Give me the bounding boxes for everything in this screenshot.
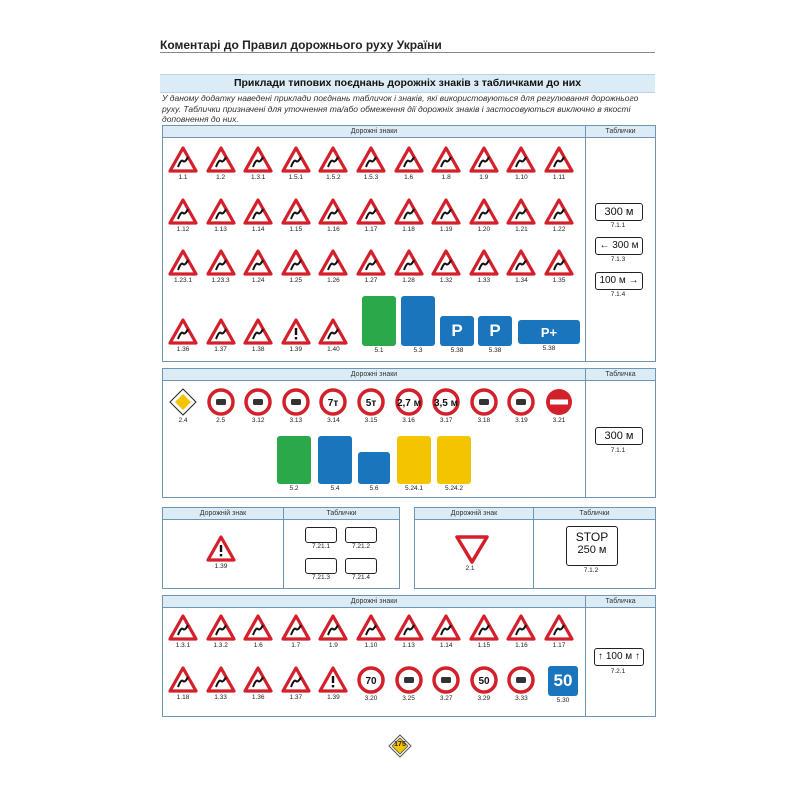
prohibitory-sign <box>318 388 348 424</box>
svg-text:7т: 7т <box>328 398 339 409</box>
warning-sign <box>506 614 536 649</box>
warning-sign <box>431 146 461 181</box>
plate-vehicle-type <box>345 527 377 543</box>
plate-vehicle-type <box>305 527 337 543</box>
sign-code-label: 1.17 <box>552 642 566 649</box>
warning-sign <box>168 146 198 181</box>
sign-code-label: 1.34 <box>515 277 528 284</box>
warning-sign <box>544 146 574 181</box>
speed-zone-sign <box>548 666 578 704</box>
svg-text:50: 50 <box>478 676 490 687</box>
column-divider <box>283 508 284 588</box>
warning-triangle-icon <box>356 614 386 641</box>
dead-end-sign-plate <box>358 452 390 484</box>
sign-code-label: 5.6 <box>369 485 379 492</box>
warning-sign <box>168 666 198 701</box>
prohibition-circle-icon <box>282 388 310 416</box>
sign-code-label: 1.7 <box>291 642 301 649</box>
warning-triangle-icon <box>394 146 424 173</box>
warning-triangle-icon <box>506 614 536 641</box>
warning-sign <box>281 146 311 181</box>
warning-triangle-icon <box>469 198 499 225</box>
sign-code-label: 3.33 <box>515 695 528 702</box>
warning-sign <box>544 249 574 284</box>
prohibitory-sign <box>356 388 386 424</box>
sign-code-label: 5.30 <box>556 697 570 704</box>
sign-code-label: 1.28 <box>402 277 415 284</box>
warning-triangle-icon <box>281 198 311 225</box>
column-divider <box>585 126 586 361</box>
warning-triangle-icon <box>431 249 461 276</box>
intro-text: У даному додатку наведені приклади поєднань табличок і знаків, які використовуються для регулювання дорожнього руху. Таблички призначені для уточнення та/або обмеження дії дорожніх знаків і застосовуються виключно в якості доповнення до них. <box>162 93 639 124</box>
warning-sign <box>281 666 311 701</box>
prohibitory-sign <box>206 388 236 424</box>
warning-triangle-icon <box>281 666 311 693</box>
warning-triangle-icon <box>206 146 236 173</box>
dead-end-sign <box>358 452 390 492</box>
sign-code-label: 1.24 <box>251 277 265 284</box>
speed-zone-sign-plate: 50 <box>548 666 578 696</box>
running-header: Коментарі до Правил дорожнього руху України <box>160 38 442 52</box>
page-number: 175 <box>394 741 406 748</box>
col-header-sign: Дорожній знак <box>415 508 533 520</box>
prohibition-circle-icon <box>395 388 423 416</box>
lane-change-sign-plate <box>437 436 471 484</box>
warning-sign <box>356 249 386 284</box>
prohibition-circle-icon <box>507 666 535 694</box>
warning-sign <box>318 198 348 233</box>
column-divider <box>585 596 586 716</box>
end-road-for-cars-sign-plate <box>318 436 352 484</box>
sign-code-label: 1.38 <box>251 346 265 353</box>
warning-triangle-icon <box>243 666 273 693</box>
plate-100m-right: 100 м → <box>595 272 643 290</box>
priority-road-sign <box>168 388 198 424</box>
no-entry-icon <box>545 388 573 416</box>
warning-sign <box>281 198 311 233</box>
warning-sign <box>318 318 348 353</box>
warning-sign <box>506 146 536 181</box>
prohibitory-sign <box>506 388 536 424</box>
sign-code-label: 1.39 <box>214 563 228 570</box>
warning-triangle-icon <box>206 666 236 693</box>
warning-sign <box>243 318 273 353</box>
sign-code-label: 3.21 <box>552 417 566 424</box>
plate-up-100m: ↑ 100 м ↑ <box>594 648 644 666</box>
motorway-sign-plate <box>362 296 396 346</box>
yield-sign <box>455 534 485 572</box>
sign-code-label: 1.35 <box>552 277 566 284</box>
header-rule <box>160 52 655 53</box>
plate-label: 7.1.4 <box>610 291 626 298</box>
sign-code-label: 1.16 <box>515 642 528 649</box>
sign-code-label: 5.2 <box>289 485 299 492</box>
warning-sign <box>318 146 348 181</box>
road-for-cars-sign <box>401 296 435 354</box>
sign-code-label: 1.11 <box>552 174 566 181</box>
warning-triangle-icon <box>469 249 499 276</box>
warning-triangle-icon <box>168 666 198 693</box>
prohibition-circle-icon <box>432 388 460 416</box>
motorway-sign <box>362 296 396 354</box>
warning-sign <box>356 198 386 233</box>
col-header-plates: Таблички <box>534 508 655 520</box>
warning-sign <box>206 666 236 701</box>
plate-300m: 300 м <box>595 427 643 445</box>
sign-code-label: 2.5 <box>216 417 226 424</box>
prohibition-circle-icon <box>244 388 272 416</box>
sign-code-label: 1.3.2 <box>213 642 228 649</box>
warning-triangle-icon <box>281 614 311 641</box>
sign-code-label: 1.26 <box>327 277 340 284</box>
warning-sign <box>281 249 311 284</box>
warning-sign <box>469 198 499 233</box>
warning-sign <box>469 614 499 649</box>
plate-vehicle-type <box>305 558 337 574</box>
sign-code-label: 1.15 <box>289 226 303 233</box>
column-divider <box>585 369 586 497</box>
sign-code-label: 1.16 <box>327 226 340 233</box>
prohibitory-sign <box>356 666 386 702</box>
warning-sign <box>469 249 499 284</box>
warning-sign <box>506 198 536 233</box>
warning-sign <box>168 198 198 233</box>
sign-code-label: 3.18 <box>477 417 491 424</box>
sign-code-label: 3.25 <box>402 695 415 702</box>
prohibitory-sign <box>281 388 311 424</box>
sign-code-label: 1.6 <box>253 642 263 649</box>
col-header-plates: Таблички <box>586 126 655 138</box>
sign-code-label: 1.10 <box>515 174 528 181</box>
warning-triangle-icon <box>469 146 499 173</box>
svg-text:70: 70 <box>365 676 377 687</box>
warning-sign <box>206 614 236 649</box>
warning-sign <box>168 318 198 353</box>
sign-code-label: 1.40 <box>327 346 340 353</box>
plate-label: 7.1.1 <box>610 447 626 454</box>
warning-sign <box>243 614 273 649</box>
sign-code-label: 1.13 <box>214 226 227 233</box>
warning-triangle-icon <box>469 614 499 641</box>
sign-code-label: 1.25 <box>289 277 303 284</box>
warning-triangle-icon <box>206 198 236 225</box>
plate-vehicle-type <box>345 558 377 574</box>
sign-code-label: 5.4 <box>330 485 340 492</box>
plate-label: 7.21.3 <box>311 574 331 581</box>
warning-sign <box>394 249 424 284</box>
prohibition-circle-icon <box>319 388 347 416</box>
svg-text:2,7 м: 2,7 м <box>396 398 421 409</box>
prohibition-circle-icon <box>470 666 498 694</box>
column-divider <box>533 508 534 588</box>
sign-code-label: 1.33 <box>477 277 491 284</box>
warning-sign <box>206 249 236 284</box>
plate-label: 7.21.2 <box>351 543 371 550</box>
speed-limit-sign <box>469 666 499 702</box>
end-road-for-cars-sign <box>318 436 352 492</box>
yield-triangle-icon <box>455 534 489 564</box>
sign-code-label: 1.32 <box>439 277 453 284</box>
road-for-cars-sign-plate <box>401 296 435 346</box>
sign-code-label: 3.14 <box>327 417 340 424</box>
prohibitory-sign <box>506 666 536 702</box>
warning-sign <box>394 614 424 649</box>
warning-triangle-icon <box>281 146 311 173</box>
warning-triangle-icon <box>431 146 461 173</box>
warning-triangle-icon <box>506 198 536 225</box>
warning-triangle-icon <box>318 198 348 225</box>
warning-sign <box>394 146 424 181</box>
sign-code-label: 5.38 <box>450 347 464 354</box>
plate-distance-text: 250 м <box>577 544 607 556</box>
prohibition-circle-icon <box>207 388 235 416</box>
sign-code-label: 1.23.1 <box>173 277 193 284</box>
warning-sign <box>318 614 348 649</box>
col-header-signs: Дорожні знаки <box>163 126 585 138</box>
plate-300m: 300 м <box>595 203 643 221</box>
sign-code-label: 1.21 <box>515 226 528 233</box>
exclamation-triangle-icon <box>281 318 311 345</box>
col-header-sign: Дорожній знак <box>163 508 283 520</box>
warning-sign <box>243 146 273 181</box>
warning-triangle-icon <box>544 614 574 641</box>
sign-code-label: 1.15 <box>477 642 491 649</box>
warning-sign <box>206 318 236 353</box>
sign-code-label: 1.12 <box>176 226 190 233</box>
warning-triangle-icon <box>168 614 198 641</box>
warning-triangle-icon <box>318 249 348 276</box>
warning-sign <box>206 146 236 181</box>
sign-code-label: 1.10 <box>364 642 378 649</box>
warning-sign <box>356 614 386 649</box>
prohibition-circle-icon <box>432 666 460 694</box>
sign-code-label: 1.3.1 <box>250 174 266 181</box>
exclamation-triangle-icon <box>318 666 348 693</box>
sign-code-label: 1.17 <box>364 226 378 233</box>
sign-code-label: 3.13 <box>289 417 303 424</box>
plate-label: 7.21.4 <box>351 574 371 581</box>
warning-triangle-icon <box>243 318 273 345</box>
warning-triangle-icon <box>356 146 386 173</box>
sign-code-label: 1.37 <box>214 346 227 353</box>
priority-road-icon <box>169 388 197 416</box>
warning-triangle-icon <box>206 614 236 641</box>
warning-sign <box>506 249 536 284</box>
sign-code-label: 1.14 <box>439 642 453 649</box>
warning-sign <box>544 198 574 233</box>
sign-code-label: 1.20 <box>477 226 491 233</box>
no-entry-sign <box>544 388 574 424</box>
sign-code-label: 1.18 <box>176 694 190 701</box>
warning-triangle-icon <box>206 249 236 276</box>
warning-sign <box>281 614 311 649</box>
warning-triangle-icon <box>544 146 574 173</box>
page-number-badge <box>388 734 412 763</box>
warning-triangle-icon <box>168 198 198 225</box>
end-motorway-sign-plate <box>277 436 311 484</box>
park-and-ride-sign <box>518 320 580 352</box>
warning-sign <box>318 666 348 701</box>
sign-code-label: 1.23.3 <box>211 277 230 284</box>
warning-triangle-icon <box>318 146 348 173</box>
prohibitory-sign <box>394 388 424 424</box>
warning-triangle-icon <box>431 198 461 225</box>
prohibition-circle-icon <box>395 666 423 694</box>
plate-label: 7.1.3 <box>610 256 626 263</box>
warning-sign <box>243 198 273 233</box>
lane-change-sign <box>437 436 471 492</box>
sign-code-label: 1.9 <box>328 642 338 649</box>
warning-triangle-icon <box>243 249 273 276</box>
exclamation-triangle-icon <box>206 535 236 562</box>
warning-triangle-icon <box>506 146 536 173</box>
park-and-ride-sign-plate: P+ <box>518 320 580 344</box>
warning-triangle-icon <box>318 614 348 641</box>
warning-triangle-icon <box>318 318 348 345</box>
sign-code-label: 1.39 <box>289 346 303 353</box>
sign-code-label: 5.24.1 <box>404 485 424 492</box>
prohibitory-sign <box>394 666 424 702</box>
parking-sign <box>478 316 512 354</box>
warning-sign <box>206 535 236 570</box>
sign-code-label: 1.9 <box>479 174 489 181</box>
sign-code-label: 1.37 <box>289 694 303 701</box>
warning-triangle-icon <box>243 146 273 173</box>
sign-code-label: 5.24.2 <box>444 485 464 492</box>
prohibitory-sign <box>431 666 461 702</box>
sign-code-label: 5.38 <box>542 345 556 352</box>
warning-sign <box>168 614 198 649</box>
sign-code-label: 1.13 <box>402 642 415 649</box>
sign-code-label: 3.27 <box>439 695 453 702</box>
prohibition-circle-icon <box>507 388 535 416</box>
warning-triangle-icon <box>394 198 424 225</box>
sign-code-label: 1.36 <box>251 694 265 701</box>
sign-code-label: 5.1 <box>374 347 384 354</box>
plate-left-300m: ← 300 м <box>595 237 643 255</box>
sign-code-label: 1.5.3 <box>363 174 379 181</box>
sign-code-label: 2.1 <box>465 565 475 572</box>
section-title: Приклади типових поєднань дорожніх знаків з табличками до них <box>160 74 655 93</box>
warning-sign <box>318 249 348 284</box>
warning-triangle-icon <box>243 198 273 225</box>
sign-code-label: 1.5.2 <box>326 174 341 181</box>
sign-code-label: 3.20 <box>364 695 378 702</box>
sign-code-label: 1.5.1 <box>288 174 304 181</box>
sign-code-label: 3.19 <box>515 417 528 424</box>
plate-label: 7.1.1 <box>610 222 626 229</box>
sign-code-label: 1.39 <box>327 694 340 701</box>
svg-text:5т: 5т <box>365 398 377 409</box>
warning-triangle-icon <box>356 249 386 276</box>
sign-code-label: 1.18 <box>402 226 415 233</box>
warning-sign <box>544 614 574 649</box>
sign-code-label: 5.38 <box>488 347 502 354</box>
warning-triangle-icon <box>243 614 273 641</box>
lane-change-sign-plate <box>397 436 431 484</box>
svg-text:3,5 м: 3,5 м <box>434 398 459 409</box>
col-header-plate: Табличка <box>586 596 655 608</box>
prohibitory-sign <box>431 388 461 424</box>
col-header-plate: Табличка <box>586 369 655 381</box>
prohibitory-sign <box>243 388 273 424</box>
warning-sign <box>168 249 198 284</box>
sign-code-label: 1.1 <box>178 174 188 181</box>
end-motorway-sign <box>277 436 311 492</box>
sign-code-label: 3.17 <box>439 417 453 424</box>
parking-sign-plate: P <box>478 316 512 346</box>
col-header-plates: Таблички <box>284 508 399 520</box>
warning-sign <box>431 249 461 284</box>
warning-sign <box>281 318 311 353</box>
warning-sign <box>243 249 273 284</box>
col-header-signs: Дорожні знаки <box>163 369 585 381</box>
warning-sign <box>469 146 499 181</box>
warning-sign <box>356 146 386 181</box>
parking-sign <box>440 316 474 354</box>
warning-triangle-icon <box>168 146 198 173</box>
sign-code-label: 1.14 <box>251 226 265 233</box>
warning-triangle-icon <box>206 318 236 345</box>
table-sign-2-1 <box>414 507 656 589</box>
warning-triangle-icon <box>356 198 386 225</box>
sign-code-label: 2.4 <box>178 417 188 424</box>
warning-triangle-icon <box>168 318 198 345</box>
plate-label: 7.21.1 <box>311 543 331 550</box>
sign-code-label: 1.3.1 <box>175 642 191 649</box>
warning-sign <box>206 198 236 233</box>
sign-code-label: 3.29 <box>477 695 491 702</box>
parking-sign-plate: P <box>440 316 474 346</box>
sign-code-label: 1.36 <box>176 346 190 353</box>
warning-sign <box>431 614 461 649</box>
warning-sign <box>394 198 424 233</box>
warning-triangle-icon <box>431 614 461 641</box>
prohibition-circle-icon <box>470 388 498 416</box>
prohibition-circle-icon <box>357 666 385 694</box>
plate-label: 7.2.1 <box>610 668 626 675</box>
sign-code-label: 3.15 <box>364 417 378 424</box>
sign-code-label: 1.33 <box>214 694 227 701</box>
plate-stop-text: STOP <box>575 530 609 544</box>
col-header-signs: Дорожні знаки <box>163 596 585 608</box>
prohibitory-sign <box>469 388 499 424</box>
lane-change-sign <box>397 436 431 492</box>
warning-triangle-icon <box>394 614 424 641</box>
warning-triangle-icon <box>168 249 198 276</box>
sign-code-label: 3.12 <box>251 417 265 424</box>
sign-code-label: 1.27 <box>364 277 378 284</box>
prohibition-circle-icon <box>357 388 385 416</box>
warning-triangle-icon <box>394 249 424 276</box>
warning-triangle-icon <box>506 249 536 276</box>
sign-code-label: 1.22 <box>552 226 566 233</box>
warning-triangle-icon <box>544 198 574 225</box>
sign-code-label: 1.2 <box>216 174 226 181</box>
plate-label: 7.1.2 <box>583 567 599 574</box>
sign-code-label: 3.16 <box>402 417 415 424</box>
sign-code-label: 5.3 <box>413 347 423 354</box>
warning-triangle-icon <box>544 249 574 276</box>
sign-code-label: 1.8 <box>441 174 451 181</box>
sign-code-label: 1.6 <box>404 174 414 181</box>
plate-stop-250m <box>566 526 618 566</box>
warning-sign <box>243 666 273 701</box>
sign-code-label: 1.19 <box>439 226 453 233</box>
warning-sign <box>431 198 461 233</box>
warning-triangle-icon <box>281 249 311 276</box>
